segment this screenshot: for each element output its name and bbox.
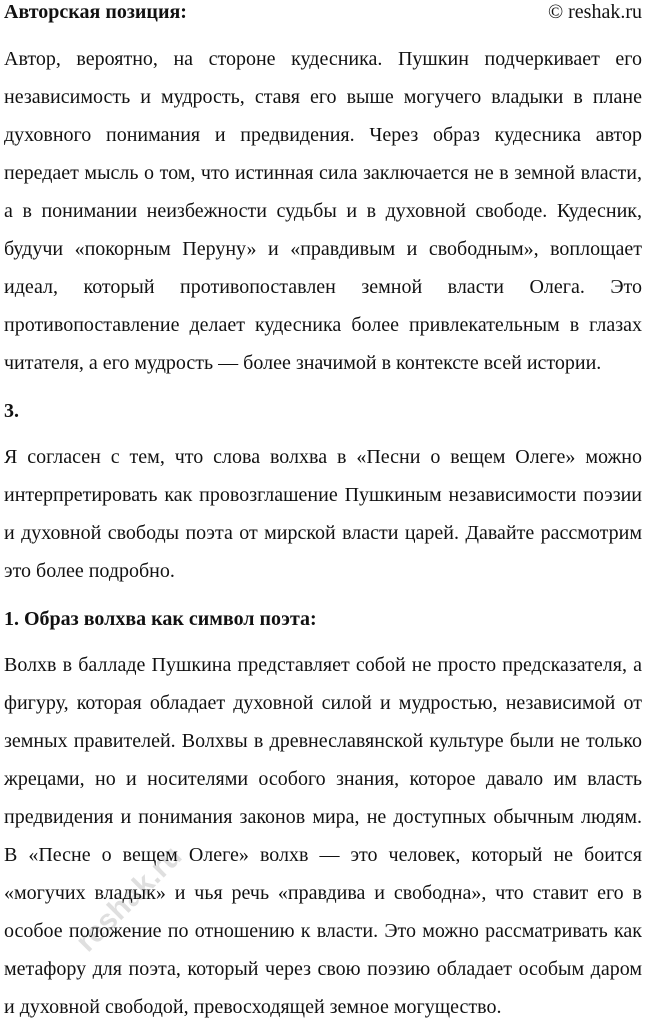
volkhv-body-paragraph: Волхв в балладе Пушкина представляет собой не просто предсказателя, а фигуру, которая обладает духовной силой и мудростью, независимой от земных правителей. Волхвы в древнеславянской культуре были не только жрецами, но и носителями особого знания, которое давало им власть предвидения и понимания законов мира, не доступных обычным людям. В «Песне о вещем Олеге» волхв — это человек, который не боится «могучих владык» и чья речь «правдива и свободна», что ставит его в особое положение по отношению к власти. Это можно рассматривать как метафору для поэта, который через свою поэзию обладает особым даром и духовной свободой, превосходящей земное могущество. <box>4 654 642 1018</box>
section-heading-author-position: Авторская позиция: <box>4 1 187 23</box>
author-position-paragraph: Автор, вероятно, на стороне кудесника. Пушкин подчеркивает его независимость и мудрость, ставя его выше могучего владыки в плане духовного понимания и предвидения. Через образ кудесника автор передает мысль о том, что истинная сила заключается не в земной власти, а в понимании неизбежности судьбы и в духовной свободе. Кудесник, будучи «покорным Перуну» и «правдивым и свободным», воплощает идеал, который противопоставлен земной власти Олега. Это противопоставление делает кудесника более привлекательным в глазах читателя, а его мудрость — более значимой в контексте всей истории. <box>4 48 642 374</box>
subheading-volkhv-symbol: 1. Образ волхва как символ поэта: <box>4 608 317 630</box>
page-header <box>4 0 642 30</box>
site-credit: © reshak.ru <box>547 1 642 23</box>
document-page <box>4 0 642 1026</box>
section-intro-paragraph: Я согласен с тем, что слова волхва в «Песни о вещем Олеге» можно интерпретировать как провозглашение Пушкиным независимости поэзии и духовной свободы поэта от мирской власти царей. Давайте рассмотрим это более подробно. <box>4 446 642 582</box>
section-number: 3. <box>4 400 19 422</box>
svg-text:reshak.ru: reshak.ru <box>69 839 189 959</box>
